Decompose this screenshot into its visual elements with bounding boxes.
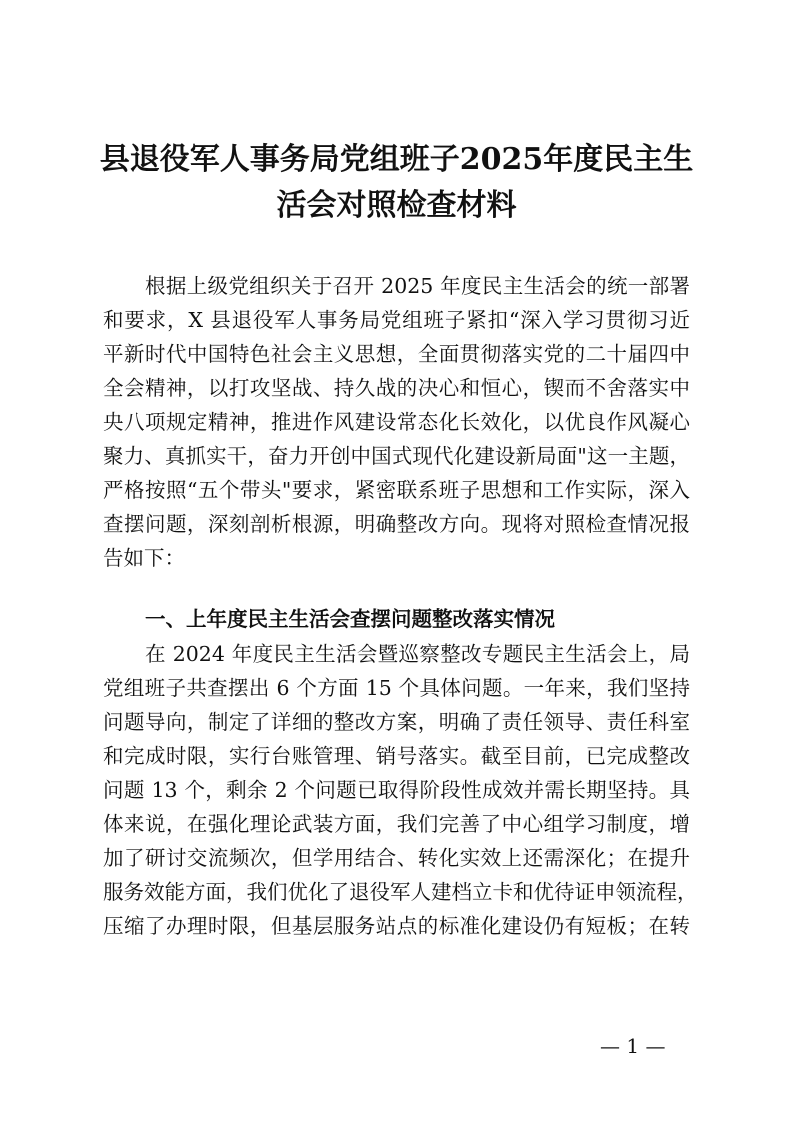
text-line: 压缩了办理时限，但基层服务站点的标准化建设仍有短板；在转 bbox=[103, 914, 690, 938]
text-line: 体来说，在强化理论武装方面，我们完善了中心组学习制度，增 bbox=[103, 812, 690, 836]
text-line: 央八项规定精神，推进作风建设常态化长效化，以优良作风凝心 bbox=[103, 410, 690, 434]
text-line: 全会精神，以打攻坚战、持久战的决心和恒心，锲而不舍落实中 bbox=[103, 376, 690, 400]
text-line: 加了研讨交流频次，但学用结合、转化实效上还需深化；在提升 bbox=[103, 846, 690, 870]
text-line: 聚力、真抓实干，奋力开创中国式现代化建设新局面"这一主题， bbox=[103, 444, 690, 468]
document-title-line-1: 县退役军人事务局党组班子2025年度民主生 bbox=[99, 142, 694, 177]
document-title-line-2: 活会对照检查材料 bbox=[276, 188, 517, 223]
text-line: 根据上级党组织关于召开 2025 年度民主生活会的统一部署 bbox=[145, 274, 690, 298]
section-heading: 一、上年度民主生活会查摆问题整改落实情况 bbox=[145, 607, 555, 631]
text-line: 问题 13 个，剩余 2 个问题已取得阶段性成效并需长期坚持。具 bbox=[103, 778, 690, 802]
page-number: — 1 — bbox=[600, 1034, 666, 1058]
text-line: 平新时代中国特色社会主义思想，全面贯彻落实党的二十届四中 bbox=[103, 342, 690, 366]
text-line: 党组班子共查摆出 6 个方面 15 个具体问题。一年来，我们坚持 bbox=[103, 676, 690, 700]
text-line: 和完成时限，实行台账管理、销号落实。截至目前，已完成整改 bbox=[103, 744, 690, 768]
text-line: 严格按照“五个带头"要求，紧密联系班子思想和工作实际，深入 bbox=[103, 478, 690, 502]
text-line: 在 2024 年度民主生活会暨巡察整改专题民主生活会上，局 bbox=[145, 642, 690, 666]
text-line: 服务效能方面，我们优化了退役军人建档立卡和优待证申领流程， bbox=[103, 880, 698, 904]
text-line: 和要求，X 县退役军人事务局党组班子紧扣“深入学习贯彻习近 bbox=[103, 308, 690, 332]
text-line: 问题导向，制定了详细的整改方案，明确了责任领导、责任科室 bbox=[103, 710, 690, 734]
text-line: 告如下： bbox=[103, 546, 185, 570]
text-line: 查摆问题，深刻剖析根源，明确整改方向。现将对照检查情况报 bbox=[103, 512, 690, 536]
